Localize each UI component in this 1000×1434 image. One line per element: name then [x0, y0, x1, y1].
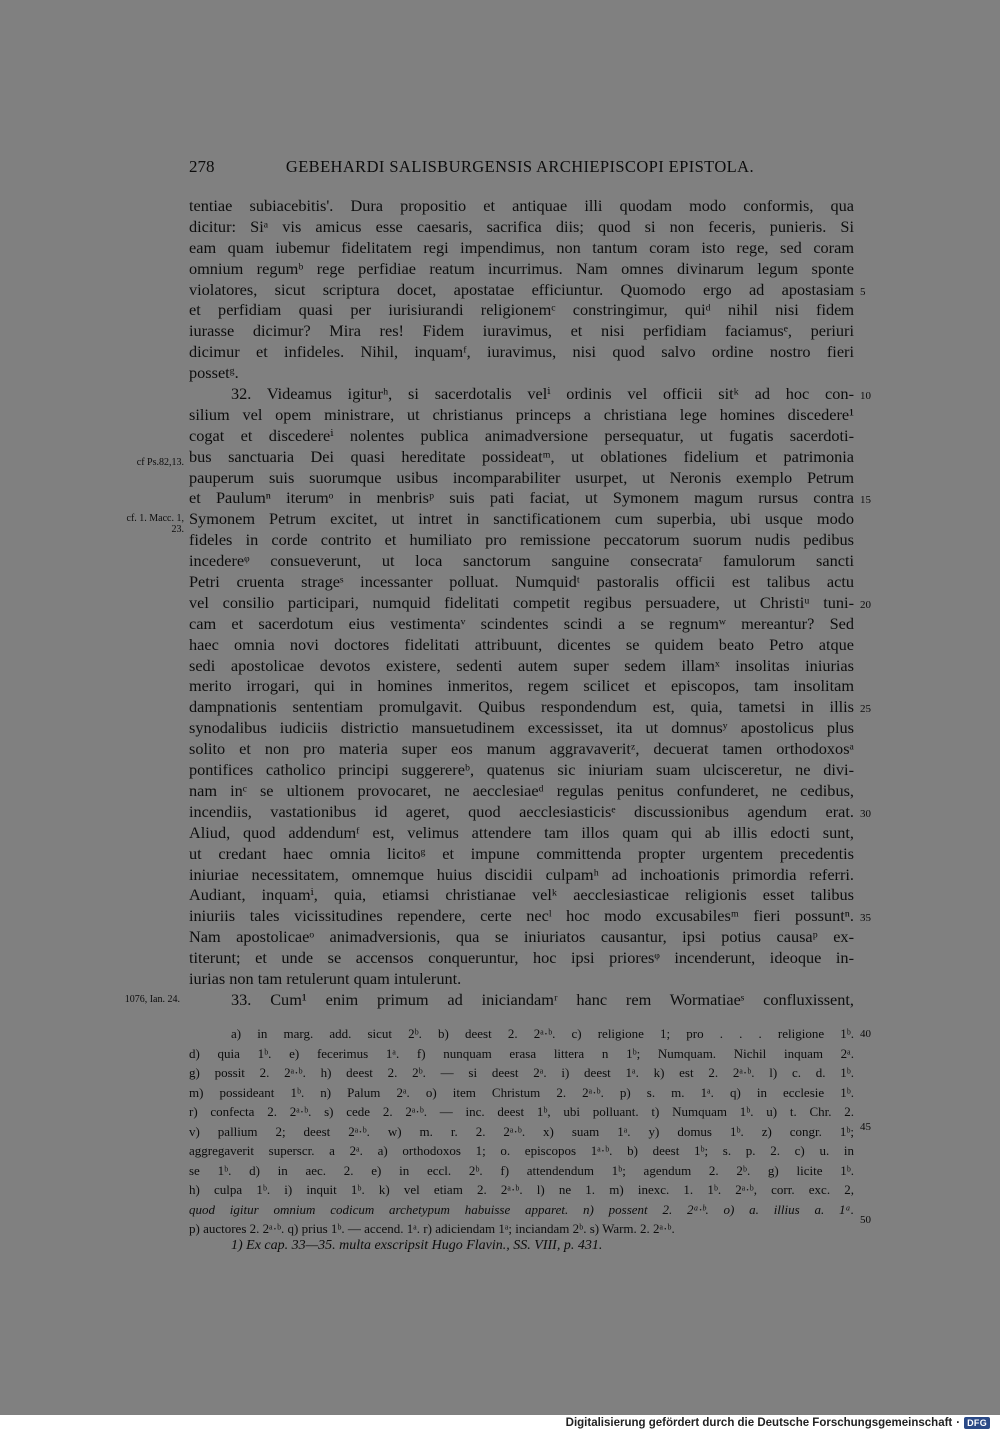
- text-line: cogat et discedereⁱ nolentes publica animadversione persequatur, ut fugatis sacerdoti-: [189, 425, 854, 445]
- margin-note: cf. 1. Macc. 1, 23.: [126, 513, 184, 535]
- text-line: vel consilio participari, numquid fidelitati competit regibus persuadere, ut Christiᵘ tuni-: [189, 592, 854, 612]
- text-line: iniuriis tales vicissitudines rependere, certe necˡ hoc modo excusabilesᵐ fieri possuntⁿ.: [189, 906, 854, 926]
- apparatus-line: g) possit 2. 2ᵃ·ᵇ. h) deest 2. 2ᵇ. — si deest 2ᵃ. i) deest 1ᵃ. k) est 2. 2ᵃ·ᵇ. l) c. d. 1ᵇ.: [189, 1065, 854, 1080]
- apparatus-line: aggregaverit superscr. a 2ᵃ. a) orthodoxos 1; o. episcopos 1ᵃ·ᵇ. b) deest 1ᵇ; s. p. 2. c) u. in: [189, 1143, 854, 1158]
- line-number: 20: [860, 599, 871, 611]
- text-line: violatores, sicut scriptura docet, apostatae efficiuntur. Quomodo ergo ad apostasiam: [189, 279, 854, 299]
- apparatus-line: h) culpa 1ᵇ. i) inquit 1ᵇ. k) vel etiam 2. 2ᵃ·ᵇ. l) ne 1. m) inexc. 1. 1ᵇ. 2ᵃ·ᵇ, corr. exc. 2,: [189, 1182, 854, 1197]
- critical-apparatus: [189, 1024, 854, 1239]
- running-title: GEBEHARDI SALISBURGENSIS ARCHIEPISCOPI EPISTOLA.: [285, 157, 754, 176]
- line-number: 25: [860, 703, 871, 715]
- body-text: [189, 196, 854, 1011]
- text-line: eam quam iubemur fidelitatem regi impendimus, non tantum coram isto rege, sed coram: [189, 237, 854, 257]
- text-line: bus sanctuaria Dei quasi hereditate possideatᵐ, ut oblationes fidelium et patrimonia: [189, 446, 854, 466]
- text-line: Petri cruenta strageˢ incessanter polluat. Numquidᵗ pastoralis officii est talibus actu: [189, 572, 854, 592]
- dfg-logo: DFG: [964, 1417, 990, 1429]
- text-line: omnium regumᵇ rege perfidiae reatum incurrimus. Nam omnes divinarum legum sponte: [189, 258, 854, 278]
- text-line: 33. Cum¹ enim primum ad iniciandamʳ hanc rem Wormatiaeˢ confluxissent,: [231, 989, 854, 1009]
- text-line: ut credant haec omnia licitoᵍ et impune committenda propter urgentem precedentis: [189, 843, 854, 863]
- text-line: dicitur: Siᵃ vis amicus esse caesaris, sacrifica diis; quod si non feceris, punieris. Si: [189, 216, 854, 236]
- apparatus-line: quod igitur omnium codicum archetypum habuisse apparet. n) possent 2. 2ᵃ·ᵇ. o) a. illius a. 1ᵃ.: [189, 1201, 854, 1217]
- footnote: 1) Ex cap. 33—35. multa exscripsit Hugo Flavin., SS. VIII, p. 431.: [231, 1238, 603, 1253]
- text-line: merito irrogari, qui in homines inmeritos, regem scilicet et episcopos, tam insolitam: [189, 676, 854, 696]
- apparatus-line: d) quia 1ᵇ. e) fecerimus 1ᵃ. f) nunquam erasa littera n 1ᵇ; Numquam. Nichil inquam 2ᵃ.: [189, 1045, 854, 1061]
- line-number: 45: [860, 1121, 871, 1133]
- text-line: tentiae subiacebitis'. Dura propositio et antiquae illi quodam modo conformis, qua: [189, 196, 854, 215]
- margin-note: 1076, Ian. 24.: [124, 994, 180, 1005]
- footer-credit: [566, 1417, 990, 1429]
- text-line: titerunt; et unde se accensos conqueruntur, hoc ipsi prioresᵠ incenderunt, ideoque in-: [189, 948, 854, 968]
- text-line: haec omnia novi doctores fidelitati attribuunt, dicentes se quidem beato Petro atque: [189, 634, 854, 654]
- text-line: et Paulumⁿ iterumᵒ in menbrisᵖ suis pati faciat, ut Symonem magum rursus contra: [189, 488, 854, 508]
- text-line: cam et sacerdotum eius vestimentaᵛ scindentes scindi a se regnumʷ mereantur? Sed: [189, 613, 854, 633]
- text-line: 32. Videamus igiturʰ, si sacerdotalis velⁱ ordinis vel officii sitᵏ ad hoc con-: [231, 384, 854, 404]
- text-line: fideles in corde contrito et humiliato pro remissione peccatorum suorum nudis pedibus: [189, 530, 854, 550]
- text-line: pontifices catholico principi suggerereᵇ, quatenus sic iniuriam suam ulcisceretur, ne divi-: [189, 760, 854, 780]
- text-line: pauperum suis suorumque usibus incomparabiliter usurpet, ut Neronis exemplo Petrum: [189, 467, 854, 487]
- text-line: iurasse dicimur? Mira res! Fidem iuravimus, et nisi perfidiam faciamusᵉ, periuri: [189, 321, 854, 341]
- text-line: sedi apostolicae devotos existere, sedenti autem super sedem illamˣ insolitas iniurias: [189, 655, 854, 675]
- line-number: 35: [860, 912, 871, 924]
- text-line: synodalibus iudiciis districtio mansuetudinem excessisset, ita ut domnusʸ apostolicus plus: [189, 718, 854, 738]
- text-line: iurias non tam retulerunt quam intulerunt.: [189, 968, 462, 988]
- page-header: [189, 157, 754, 185]
- footer-separator: ·: [956, 1417, 961, 1429]
- text-line: Nam apostolicaeᵒ animadversionis, qua se iniuriatos causantur, ipsi potius causaᵖ ex-: [189, 927, 854, 947]
- line-number: 15: [860, 494, 871, 506]
- line-number: 10: [860, 390, 871, 402]
- text-line: dicimur et infideles. Nihil, inquamᶠ, iuravimus, nisi quod salvo ordine nostro fieri: [189, 342, 854, 362]
- apparatus-line: r) confecta 2. 2ᵃ·ᵇ. s) cede 2. 2ᵃ·ᵇ. — inc. deest 1ᵇ, ubi polluant. t) Numquam 1ᵇ. u) t. Chr. 2.: [189, 1104, 854, 1119]
- text-line: nam inᶜ se ultionem provocaret, ne aecclesiaeᵈ regulas penitus confunderet, ne cedibus,: [189, 780, 854, 800]
- text-line: iniuriae necessitatem, omnemque huius discidii culpamʰ ad inchoationis primordia referri.: [189, 864, 854, 884]
- text-line: incedereᵠ consueverunt, ut loca sanctorum sanguine consecrataʳ famulorum sancti: [189, 551, 854, 571]
- line-number: 40: [860, 1028, 871, 1040]
- apparatus-line: v) pallium 2; deest 2ᵃ·ᵇ. w) m. r. 2. 2ᵃ·ᵇ. x) suam 1ᵃ. y) domus 1ᵇ. z) congr. 1ᵇ;: [189, 1123, 854, 1139]
- text-line: et perfidiam quasi per iurisiurandi religionemᶜ constringimur, quiᵈ nihil nisi fidem: [189, 300, 854, 320]
- text-line: solito et non pro materia super eos manum aggravaveritᶻ, decuerat tamen orthodoxosᵃ: [189, 739, 854, 759]
- text-line: incendiis, vastationibus id ageret, quod aecclesiasticisᵉ discussionibus agendum erat.: [189, 801, 854, 821]
- footer-text: Digitalisierung gefördert durch die Deutsche Forschungsgemeinschaft: [565, 1417, 953, 1429]
- line-number: 50: [860, 1214, 871, 1226]
- apparatus-line: m) possideant 1ᵇ. n) Palum 2ᵃ. o) item Christum 2. 2ᵃ·ᵇ. p) s. m. 1ᵃ. q) in ecclesie 1ᵇ.: [189, 1084, 854, 1100]
- text-line: dampnationis sententiam promulgavit. Quibus respondendum est, quia, tametsi in illis: [189, 697, 854, 717]
- apparatus-line: p) auctores 2. 2ᵃ·ᵇ. q) prius 1ᵇ. — accend. 1ᵃ. r) adiciendam 1ᵃ; inciandam 2ᵇ. s) Warm. 2. 2ᵃ·ᵇ.: [189, 1221, 675, 1236]
- line-number: 5: [860, 286, 866, 298]
- text-line: silium vel opem ministrare, ut christianus princeps a christiana lege homines discedere¹: [189, 404, 854, 424]
- text-line: possetᵍ.: [189, 363, 239, 383]
- text-line: Symonem Petrum excitet, ut intret in sanctificationem cum superbia, ubi usque modo: [189, 509, 854, 529]
- apparatus-line: se 1ᵇ. d) in aec. 2. e) in eccl. 2ᵇ. f) attendendum 1ᵇ; agendum 2. 2ᵇ. g) licite 1ᵇ.: [189, 1162, 854, 1178]
- text-line: Aliud, quod addendumᶠ est, velimus attendere tam illos quam qui ab illis edocti sunt,: [189, 822, 854, 842]
- margin-note: cf Ps.82,13.: [136, 457, 184, 468]
- line-number: 30: [860, 808, 871, 820]
- apparatus-line: a) in marg. add. sicut 2ᵇ. b) deest 2. 2ᵃ·ᵇ. c) religione 1; pro . . . religione 1ᵇ.: [231, 1026, 854, 1041]
- text-line: Audiant, inquamⁱ, quia, etiamsi christianae velᵏ aecclesiasticae religionis esset talibus: [189, 885, 854, 905]
- page-number: 278: [189, 157, 215, 176]
